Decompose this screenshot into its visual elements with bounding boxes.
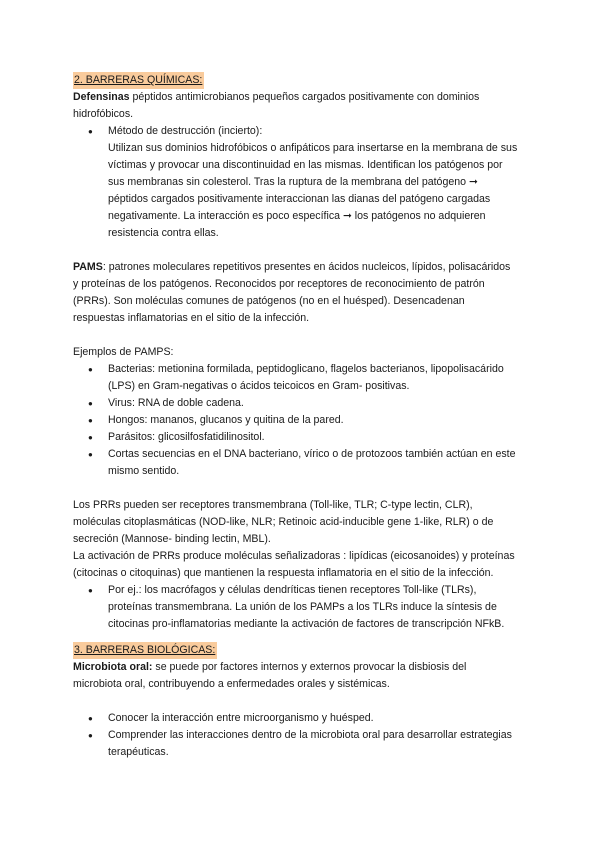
tlr-list bbox=[73, 582, 518, 633]
microbiota-term: Microbiota oral: bbox=[73, 661, 153, 673]
metodo-list bbox=[73, 123, 518, 242]
prrs-paragraph: Los PRRs pueden ser receptores transmembrana (Toll-like, TLR; C-type lectin, CLR), moléculas citoplasmáticas (NOD-like, NLR; Retinoic acid-inducible gene 1-like, RLR) o de secreción (Mannose- binding lectin, MBL). bbox=[73, 499, 494, 545]
pams-paragraph bbox=[73, 259, 518, 327]
list-item: ● Bacterias: metionina formilada, peptidoglicano, flagelos bacterianos, lipopolisacárido (LPS) en Gram-negativas o ácidos teicoicos en Gram- positivas. bbox=[73, 361, 518, 395]
metodo-text: Utilizan sus dominios hidrofóbicos o anfipáticos para insertarse en la membrana de sus víctimas y provocar una discontinuidad en las mismas. Identifican los patógenos por sus membranas sin colesterol. Tras la ruptura de la membrana del patógeno ➞ péptidos cargados positivamente interaccionan las dianas del patógeno cargadas negativamente. La interacción es poco específica ➞ los patógenos no adquieren resistencia contra ellas. bbox=[108, 142, 518, 239]
activacion-paragraph: La activación de PRRs produce moléculas señalizadoras : lipídicas (eicosanoides) y proteínas (citocinas o citoquinas) que mantienen la respuesta inflamatoria en el sitio de la infección. bbox=[73, 550, 515, 579]
objetivos-list bbox=[73, 710, 518, 761]
metodo-label: ● Método de destrucción (incierto): bbox=[108, 125, 263, 137]
defensinas-paragraph bbox=[73, 89, 518, 123]
section-heading-biologicas: 3. BARRERAS BIOLÓGICAS: bbox=[73, 642, 217, 659]
microbiota-text: se puede por factores internos y externos provocar la disbiosis del microbiota oral, contribuyendo a enfermedades orales y sistémicas. bbox=[73, 661, 467, 690]
defensinas-term: Defensinas bbox=[73, 91, 130, 103]
defensinas-text: péptidos antimicrobianos pequeños cargados positivamente con dominios hidrofóbicos. bbox=[73, 91, 480, 120]
document-page bbox=[73, 72, 518, 761]
list-item: ● Cortas secuencias en el DNA bacteriano, vírico o de protozoos también actúan en este mismo sentido. bbox=[73, 446, 518, 480]
ejemplos-label: Ejemplos de PAMPS: bbox=[73, 346, 174, 358]
ejemplos-list bbox=[73, 361, 518, 480]
list-item: ● Comprender las interacciones dentro de la microbiota oral para desarrollar estrategias terapéuticas. bbox=[73, 727, 518, 761]
list-item: ● Virus: RNA de doble cadena. bbox=[73, 395, 518, 412]
pams-term: PAMS bbox=[73, 261, 103, 273]
list-item: ● Por ej.: los macrófagos y células dendríticas tienen receptores Toll-like (TLRs), proteínas transmembrana. La unión de los PAMPs a los TLRs induce la síntesis de citocinas pro-inflamatorias mediante la activación de factores de transcripción NFkB. bbox=[73, 582, 518, 633]
pams-text: : patrones moleculares repetitivos presentes en ácidos nucleicos, lípidos, polisacáridos y proteínas de los patógenos. Reconocidos por receptores de reconocimiento de patrón (PRRs). Son moléculas comunes de patógenos (no en el huésped). Desencadenan respuestas inflamatorias en el sitio de la infección. bbox=[73, 261, 511, 324]
list-item: ● Conocer la interacción entre microorganismo y huésped. bbox=[73, 710, 518, 727]
list-item bbox=[73, 123, 518, 242]
list-item: ● Parásitos: glicosilfosfatidilinositol. bbox=[73, 429, 518, 446]
microbiota-paragraph bbox=[73, 659, 518, 693]
list-item: ● Hongos: mananos, glucanos y quitina de la pared. bbox=[73, 412, 518, 429]
section-heading-quimicas: 2. BARRERAS QUÍMICAS: bbox=[73, 72, 204, 89]
